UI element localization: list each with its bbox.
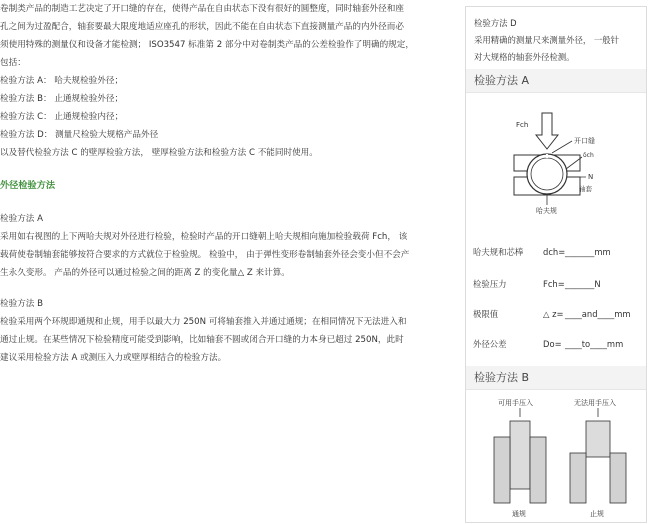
method-b-block [0, 295, 406, 367]
field-blank: ____and____ [565, 309, 615, 319]
method-a-panel-title: 检验方法 A [466, 69, 646, 93]
field-limit [473, 305, 631, 323]
gap-label: 开口缝 [574, 137, 595, 145]
nogo-caption: 止规 [590, 510, 604, 518]
method-list-item: 检验方法 D： 测量尺检验大规格产品外径 [0, 130, 159, 140]
nogo-ring-right [610, 453, 626, 503]
intro-text [0, 0, 414, 162]
force-arrow [536, 113, 558, 149]
method-a-heading: 检验方法 A [0, 214, 43, 224]
field-label: 检验压力 [473, 279, 507, 289]
field-symbol: △ z= [543, 309, 564, 319]
intro-line: 以及替代检验方法 C 的壁厚检验方法， 壁厚检验方法和检验方法 C 不能同时使用。 [0, 148, 318, 158]
field-od-tolerance [473, 335, 623, 353]
method-a-line: 载荷使卷制轴套能够按符合要求的方式就位于检验规。 检验中， 由于弹性变形卷制轴套外径会变小但不会产 [0, 250, 410, 260]
field-blank: ____to____ [565, 339, 607, 349]
field-symbol: dch= [543, 247, 566, 257]
intro-line: 包括： [0, 58, 26, 68]
method-b-line: 检验采用两个环规即通规和止规，用手以最大力 250N 可将轴套推入并通过通规；在相同情况下无法进入和 [0, 317, 407, 327]
field-unit: mm [614, 309, 631, 319]
field-unit: mm [606, 339, 624, 349]
half-gauge-diagram [486, 107, 626, 219]
thickness-label: δch [583, 152, 594, 159]
method-list-item: 检验方法 A： 哈夫规检验外径； [0, 76, 124, 86]
gap-leader [552, 141, 572, 153]
field-gauge-mandrel [473, 243, 611, 261]
go-caption: 通规 [512, 510, 526, 518]
field-label: 哈夫规和芯棒 [473, 247, 524, 257]
nogo-top-label: 无法用手压入 [574, 399, 616, 407]
nogo-bushing [586, 421, 610, 457]
section-title: 外径检验方法 [0, 180, 56, 191]
field-symbol: Fch= [543, 279, 565, 289]
side-panel [465, 6, 647, 523]
field-label: 极限值 [473, 309, 499, 319]
go-ring-right [530, 437, 546, 503]
method-d-block [474, 15, 644, 66]
method-a-block [0, 210, 409, 282]
bushing-outer [527, 154, 567, 194]
field-unit: mm [594, 247, 611, 257]
method-d-line: 采用精确的测量尺来测量外径， 一般针 [474, 35, 620, 45]
go-bushing [510, 421, 530, 489]
go-top-label: 可用手压入 [498, 399, 533, 407]
method-a-line: 采用如右视图的上下两哈夫规对外径进行检验，检验时产品的开口缝朝上哈夫规相向施加检验载荷 Fch， 该 [0, 232, 408, 242]
n-label: N [588, 173, 594, 181]
intro-line: 须使用特殊的测量仪和设备才能检测； ISO3547 标准第 2 部分中对卷制类产品的公差检验作了明确的规定， [0, 40, 414, 50]
method-list-item: 检验方法 C： 止通规检验内径； [0, 112, 124, 122]
nogo-ring-left [570, 453, 586, 503]
ring-gauge-diagram [478, 395, 638, 520]
go-ring-left [494, 437, 510, 503]
method-b-panel-title: 检验方法 B [466, 366, 646, 390]
method-b-heading: 检验方法 B [0, 299, 44, 309]
field-symbol: Do= [543, 339, 562, 349]
intro-line: 孔之间为过盈配合，轴套要最大限度地适应座孔的形状，因此不能在自由状态下直接测量产品的内外径而必 [0, 22, 404, 32]
field-blank: _______ [565, 279, 595, 289]
force-label: Fch [516, 121, 529, 129]
field-blank: _______ [565, 247, 595, 257]
field-test-force [473, 275, 601, 293]
field-label: 外径公差 [473, 339, 507, 349]
field-unit: N [594, 279, 601, 289]
method-b-line: 通过止规。在某些情况下检验精度可能受到影响，比如轴套不圆或闭合开口缝的力本身已超过 250N，此时 [0, 335, 404, 345]
diagram-a-caption: 哈夫规 [536, 207, 557, 215]
method-d-title: 检验方法 D [474, 18, 517, 28]
method-a-line: 生永久变形。 产品的外径可以通过检验之间的距离 Z 的变化量△ Z 来计算。 [0, 268, 290, 278]
intro-line: 卷制类产品的制造工艺决定了开口缝的存在，使得产品在自由状态下没有很好的圆整度，同时轴套外径和座 [0, 4, 404, 14]
method-b-line: 建议采用检验方法 A 或测压入力或壁厚相结合的检验方法。 [0, 353, 227, 363]
method-list-item: 检验方法 B： 止通规检验外径； [0, 94, 124, 104]
method-d-line: 对大规格的轴套外径检测。 [474, 52, 575, 62]
bushing-label: 轴套 [579, 185, 592, 193]
